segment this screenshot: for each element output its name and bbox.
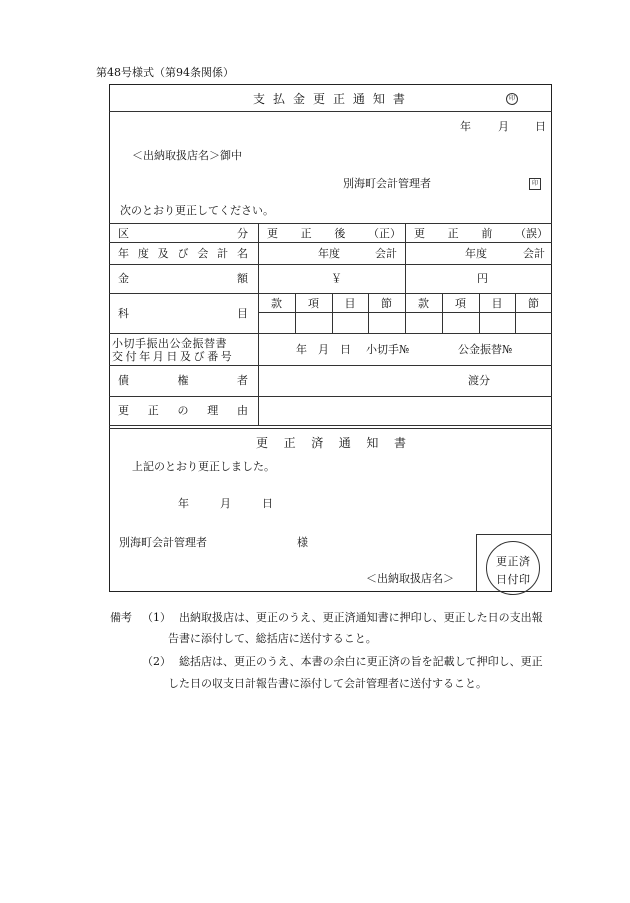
check-number: 小切手№	[366, 343, 410, 356]
subhead: 項	[308, 297, 319, 310]
rule	[109, 264, 552, 265]
note-number: （2）	[142, 655, 171, 668]
rule	[109, 223, 552, 224]
rule	[476, 534, 552, 535]
check-month: 月	[318, 343, 329, 356]
notes-label: 備考	[110, 611, 132, 624]
header-category: 区 分	[118, 227, 248, 240]
row-label-fiscal: 年 度 及 び 会 計 名	[118, 247, 248, 260]
subhead: 目	[344, 297, 356, 310]
after-year: 年度	[318, 247, 340, 260]
completion-year: 年	[178, 497, 189, 510]
check-day: 日	[340, 343, 351, 356]
note-number: （1）	[142, 611, 171, 624]
note-text: 告書に添付して、総括店に送付すること。	[168, 632, 377, 645]
row-label-amount: 金 額	[118, 272, 248, 285]
rule	[109, 293, 552, 294]
header-before: 更 正 前 （誤）	[414, 227, 548, 240]
subhead: 節	[528, 297, 539, 310]
yen-unit: 円	[477, 272, 488, 285]
note-text: 総括店は、更正のうえ、本書の余白に更正済の旨を記載して押印し、更正	[179, 655, 543, 668]
creditor-value: 渡分	[468, 374, 490, 387]
issuer-seal: 印	[529, 178, 541, 190]
completion-month: 月	[220, 497, 231, 510]
date-year-label: 年	[460, 120, 471, 133]
rule	[476, 534, 477, 592]
double-rule	[109, 425, 552, 429]
completion-official: 別海町会計管理者	[119, 536, 207, 549]
completion-bank: ＜出納取扱店名＞	[366, 572, 454, 585]
completion-title: 更 正 済 通 知 書	[256, 436, 406, 450]
issuer-name: 別海町会計管理者	[343, 177, 431, 190]
date-month-label: 月	[498, 120, 509, 133]
subhead: 款	[271, 297, 282, 310]
completion-day: 日	[262, 497, 273, 510]
rule	[109, 333, 552, 334]
rule	[405, 223, 406, 294]
addressee: ＜出納取扱店名＞御中	[132, 149, 242, 162]
request-text: 次のとおり更正してください。	[120, 204, 274, 217]
rule	[109, 111, 552, 112]
form-title: 支 払 金 更 正 通 知 書	[253, 92, 405, 106]
before-year: 年度	[465, 247, 487, 260]
row-label-reason: 更 正 の 理 由	[118, 404, 248, 417]
row-label-check-1: 小切手振出公金振替書	[112, 337, 227, 350]
date-stamp-line1: 更 正 済	[496, 555, 530, 568]
date-stamp-line2: 日 付 印	[496, 573, 530, 586]
row-label-check-2: 交付年月日及び番号	[112, 350, 235, 363]
transfer-number: 公金振替№	[458, 343, 513, 356]
completion-honorific: 様	[297, 536, 308, 549]
rule	[109, 365, 552, 366]
row-label-creditor: 債 権 者	[118, 374, 248, 387]
rule	[258, 223, 259, 426]
check-year: 年	[296, 343, 307, 356]
subhead: 款	[418, 297, 429, 310]
subhead: 目	[491, 297, 503, 310]
subhead: 節	[381, 297, 392, 310]
rule	[109, 242, 552, 243]
date-stamp-circle	[486, 541, 540, 595]
seal-mark: 印	[506, 93, 518, 105]
note-text: 出納取扱店は、更正のうえ、更正済通知書に押印し、更正した日の支出報	[179, 611, 543, 624]
subhead: 項	[455, 297, 466, 310]
before-account: 会計	[523, 247, 545, 260]
completion-text: 上記のとおり更正しました。	[132, 460, 275, 473]
after-account: 会計	[375, 247, 397, 260]
row-label-item: 科 目	[118, 307, 248, 320]
note-text: した日の収支日計報告書に添付して会計管理者に送付すること。	[168, 677, 487, 690]
header-after: 更 正 後 （正）	[267, 227, 401, 240]
yen-sign: ￥	[331, 272, 342, 285]
form-number: 第48号様式（第94条関係）	[96, 66, 234, 79]
date-day-label: 日	[535, 120, 546, 133]
rule	[109, 396, 552, 397]
